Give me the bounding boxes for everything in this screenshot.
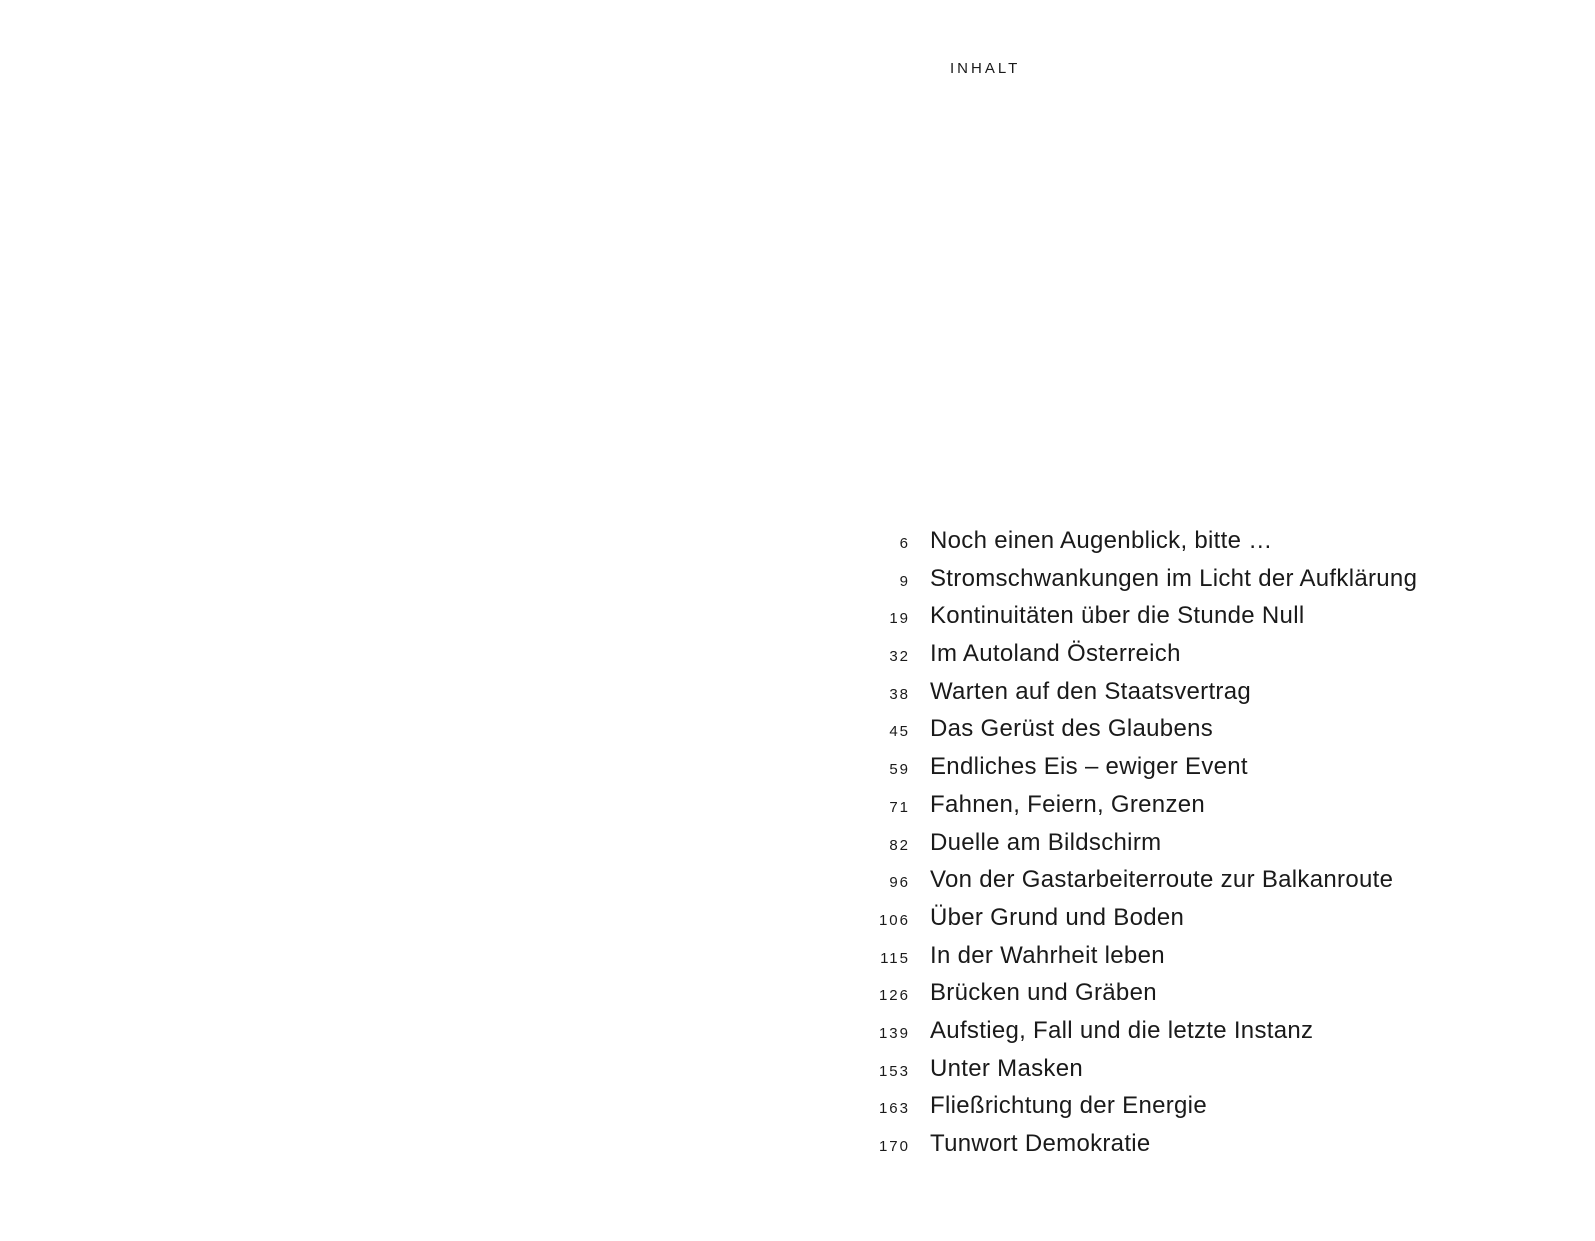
- toc-title: Duelle am Bildschirm: [930, 828, 1162, 856]
- toc-entry[interactable]: [868, 829, 1417, 867]
- toc-entry[interactable]: [868, 753, 1417, 791]
- toc-title: Fahnen, Feiern, Grenzen: [930, 790, 1206, 818]
- toc-entry[interactable]: [868, 904, 1417, 942]
- toc-page-number: 9: [899, 572, 910, 590]
- toc-entry[interactable]: [868, 527, 1417, 565]
- page-title: INHALT: [950, 60, 1021, 77]
- toc-title: Brücken und Gräben: [930, 979, 1157, 1007]
- toc-title: Das Gerüst des Glaubens: [930, 715, 1214, 743]
- toc-page-number: 139: [878, 1024, 910, 1042]
- toc-title: Stromschwankungen im Licht der Aufklärung: [930, 564, 1418, 592]
- toc-title: Aufstieg, Fall und die letzte Instanz: [930, 1016, 1314, 1044]
- toc-page-number: 71: [889, 798, 910, 816]
- toc-page-number: 163: [878, 1100, 910, 1118]
- toc-entry[interactable]: [868, 866, 1417, 904]
- toc-entry[interactable]: [868, 942, 1417, 980]
- toc-title: In der Wahrheit leben: [930, 941, 1165, 969]
- toc-entry[interactable]: [868, 678, 1417, 716]
- toc-page-number: 170: [878, 1138, 910, 1155]
- toc-title: Kontinuitäten über die Stunde Null: [930, 602, 1305, 630]
- toc-page-number: 115: [880, 949, 910, 967]
- toc-entry[interactable]: [868, 979, 1417, 1017]
- toc-entry[interactable]: [868, 565, 1417, 603]
- toc-page-number: 45: [889, 723, 910, 741]
- toc-page-number: 6: [899, 535, 910, 552]
- toc-page-number: 82: [889, 836, 910, 854]
- toc-title: Tunwort Demokratie: [930, 1130, 1151, 1157]
- toc-title: Unter Masken: [930, 1054, 1083, 1082]
- toc-entry[interactable]: [868, 1055, 1417, 1093]
- toc-title: Noch einen Augenblick, bitte …: [930, 527, 1273, 554]
- toc-page-number: 153: [878, 1062, 910, 1080]
- table-of-contents: [868, 527, 1417, 1168]
- toc-title: Endliches Eis – ewiger Event: [930, 753, 1248, 781]
- toc-page-number: 59: [889, 761, 910, 779]
- toc-entry[interactable]: [868, 791, 1417, 829]
- toc-title: Warten auf den Staatsvertrag: [930, 677, 1252, 705]
- toc-page-number: 126: [878, 987, 910, 1005]
- toc-entry[interactable]: [868, 602, 1417, 640]
- toc-entry[interactable]: [868, 715, 1417, 753]
- toc-page-number: 38: [889, 685, 910, 703]
- toc-page-number: 106: [878, 911, 910, 929]
- toc-title: Von der Gastarbeiterroute zur Balkanroute: [930, 866, 1394, 894]
- toc-page-number: 32: [889, 648, 910, 666]
- toc-entry[interactable]: [868, 1130, 1417, 1168]
- toc-entry[interactable]: [868, 640, 1417, 678]
- toc-title: Im Autoland Österreich: [930, 640, 1181, 668]
- toc-title: Über Grund und Boden: [930, 903, 1185, 931]
- toc-title: Fließrichtung der Energie: [930, 1092, 1207, 1120]
- toc-entry[interactable]: [868, 1092, 1417, 1130]
- toc-page-number: 96: [889, 874, 910, 892]
- toc-entry[interactable]: [868, 1017, 1417, 1055]
- toc-page-number: 19: [889, 610, 910, 628]
